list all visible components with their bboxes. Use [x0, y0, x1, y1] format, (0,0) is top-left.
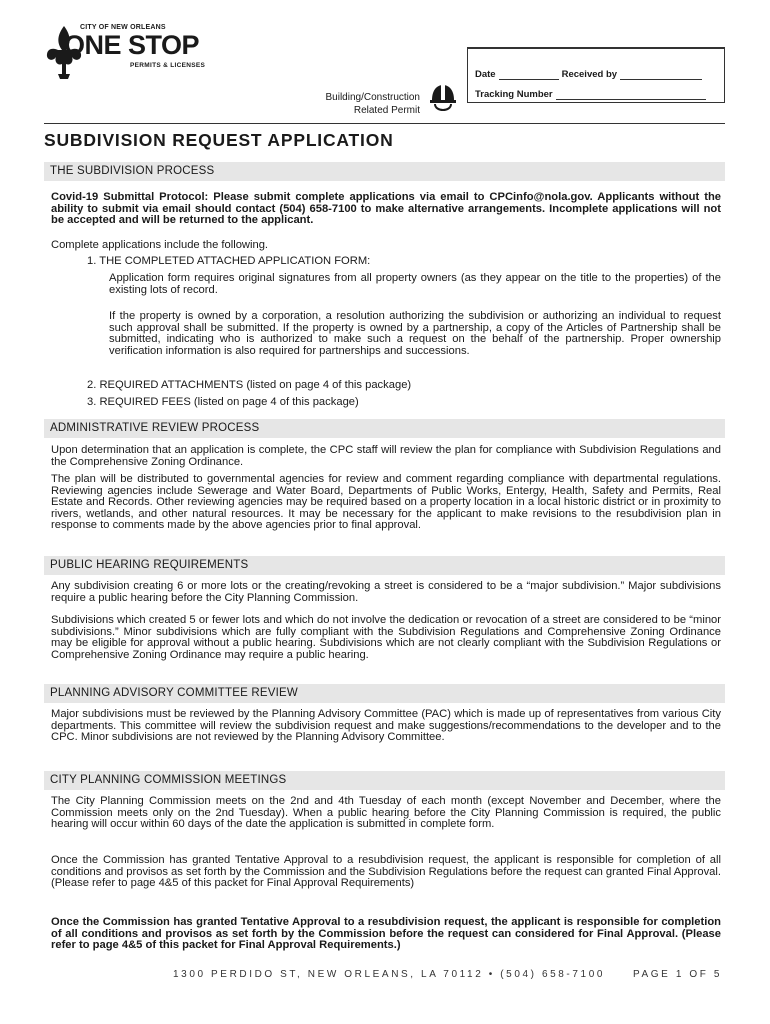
logo-tagline-text: PERMITS & LICENSES: [130, 62, 206, 69]
section-heading-process: THE SUBDIVISION PROCESS: [44, 162, 725, 181]
section-heading-cpc-meetings: CITY PLANNING COMMISSION MEETINGS: [44, 771, 725, 790]
process-item-2: 2. REQUIRED ATTACHMENTS (listed on page 4 of this package): [87, 379, 412, 391]
process-item-3: 3. REQUIRED FEES (listed on page 4 of this package): [87, 396, 359, 408]
public-hearing-text-1: Any subdivision creating 6 or more lots or the creating/revoking a street is considered to be a “major subdivision.” Major subdivisions require a public hearing before the City Planning Commission.: [51, 580, 721, 604]
permit-type-line2: Related Permit: [353, 105, 420, 116]
logo-city-text: CITY OF NEW ORLEANS: [80, 24, 166, 31]
section-heading-public-hearing: PUBLIC HEARING REQUIREMENTS: [44, 556, 725, 575]
office-use-box: [467, 47, 725, 103]
received-by-field[interactable]: [620, 70, 702, 80]
section-heading-admin-review: ADMINISTRATIVE REVIEW PROCESS: [44, 419, 725, 438]
cpc-meetings-text-3: Once the Commission has granted Tentative Approval to a resubdivision request, the applicant is responsible for completion of all conditions and provisos as set forth by the Commission before the request can considered for Final Approval. (Please refer to page 4&5 of this packet for Final Approval Requirements.): [51, 916, 721, 952]
one-stop-logo: [44, 24, 224, 80]
process-item-1-text-1: Application form requires original signatures from all property owners (as they appear on the title to the properties) of the existing lots of record.: [109, 272, 721, 296]
cpc-meetings-text-1: The City Planning Commission meets on the 2nd and 4th Tuesday of each month (except November and December, where the Commission meets only on the 2nd Tuesday). When a public hearing before the City Planning Commission is required, the public hearing will occur within 60 days of the date the application is submitted in complete form.: [51, 795, 721, 831]
admin-review-text-1: Upon determination that an application is complete, the CPC staff will review the plan for compliance with Subdivision Regulations and the Comprehensive Zoning Ordinance.: [51, 444, 721, 468]
admin-review-text-2: The plan will be distributed to governmental agencies for review and comment regarding compliance with departmental regulations. Reviewing agencies include Sewerage and Water Board, Departments of Public Works, Entergy, Health, Safety and Permits, Real Estate and Records. Other reviewing agencies may be required based on a property location in a local historic district or in proximity to rivers, wetlands, and other natural resources. It may be necessary for the applicant to make revisions to the resubdivision plan in response to comments made by the above agencies prior to final approval.: [51, 473, 721, 532]
section-heading-pac-review: PLANNING ADVISORY COMMITTEE REVIEW: [44, 684, 725, 703]
process-item-1-text-2: If the property is owned by a corporation, a resolution authorizing the subdivision or authorizing an individual to request such approval shall be submitted. If the property is owned by a partnership, a copy of the Articles of Partnership shall be submitted, indicating who is authorized to make such a request on the behalf of the partnership. Proper ownership verification information is also required for partnerships and successions.: [109, 310, 721, 357]
permit-type-label: [290, 91, 420, 117]
covid-notice: Covid-19 Submittal Protocol: Please submit complete applications via email to CPCinfo@nola.gov. Applicants without the ability to submit via email should contact (504) 658-7100 to make alternative arrangements. Incomplete applications will not be accepted and will be returned to the applicant.: [51, 191, 721, 227]
footer-page-number: PAGE 1 OF 5: [633, 969, 722, 980]
logo-brand-text: ONE STOP: [64, 30, 200, 60]
footer-address: 1300 PERDIDO ST, NEW ORLEANS, LA 70112 • (504) 658-7100: [173, 969, 606, 980]
pac-review-text: Major subdivisions must be reviewed by the Planning Advisory Committee (PAC) which is made up of representatives from various City departments. This committee will review the subdivision request and make suggestions/recommendations to the developer and to the CPC. Minor subdivisions are not reviewed by the Planning Advisory Committee.: [51, 708, 721, 744]
received-by-label: Received by: [561, 69, 618, 80]
process-intro: Complete applications include the following.: [51, 239, 269, 251]
permit-type-line1: Building/Construction: [325, 92, 420, 103]
title-divider: [44, 123, 725, 124]
process-item-1: 1. THE COMPLETED ATTACHED APPLICATION FORM:: [87, 255, 371, 267]
tracking-number-label: Tracking Number: [475, 89, 553, 100]
tracking-number-field[interactable]: [556, 90, 706, 100]
page-title: SUBDIVISION REQUEST APPLICATION: [44, 130, 394, 150]
office-row-date: [475, 60, 724, 80]
date-label: Date: [475, 69, 496, 80]
office-row-tracking: [475, 80, 724, 100]
public-hearing-text-2: Subdivisions which created 5 or fewer lots and which do not involve the dedication or revocation of a street are considered to be “minor subdivisions.” Minor subdivisions which are fully compliant with the Subdivision Regulations and Comprehensive Zoning Ordinance may be eligible for approval without a public hearing. Subdivisions which are not clearly compliant with the Subdivision Regulations or Comprehensive Zoning Ordinance may require a public hearing.: [51, 614, 721, 661]
cpc-meetings-text-2: Once the Commission has granted Tentative Approval to a resubdivision request, the applicant is responsible for completion of all conditions and provisos as set forth by the Commission and the Subdivision Regulations before the request can granted Final Approval. (Please refer to page 4&5 of this packet for Final Approval Requirements): [51, 854, 721, 890]
hard-hat-icon: [428, 82, 458, 116]
date-field[interactable]: [499, 70, 559, 80]
